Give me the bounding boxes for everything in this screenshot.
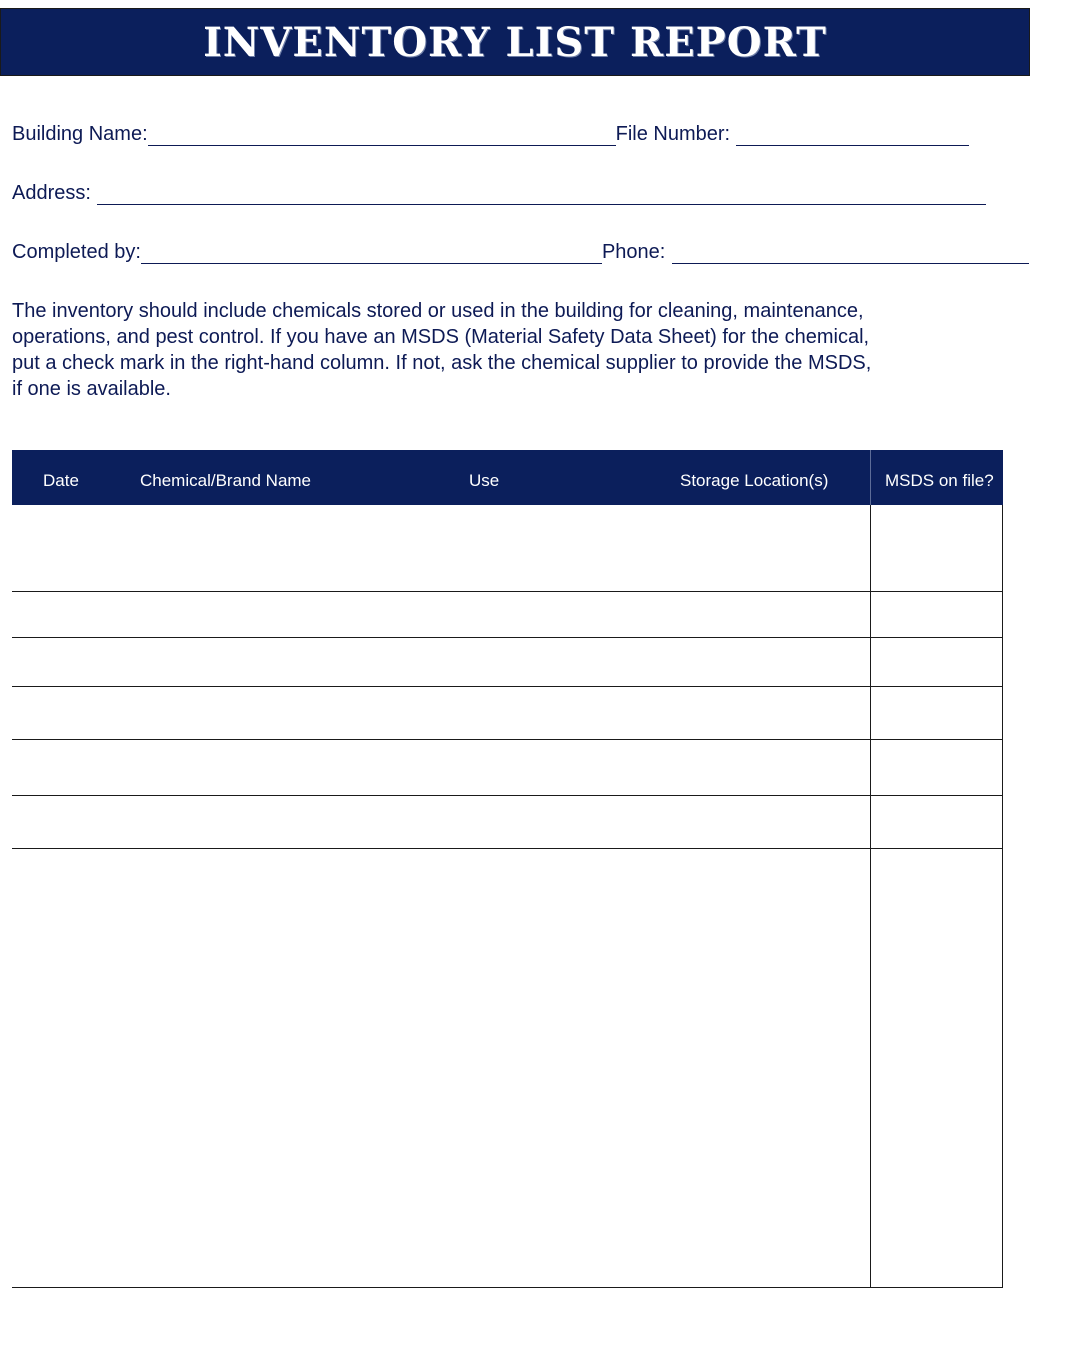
building-name-field[interactable] <box>148 124 616 146</box>
completed-by-label: Completed by: <box>12 241 141 263</box>
column-header-chemical-brand-name: Chemical/Brand Name <box>140 471 312 490</box>
msds-column-divider <box>870 505 871 1288</box>
table-row[interactable] <box>12 505 1003 591</box>
building-file-row <box>12 120 969 146</box>
inventory-table <box>12 450 1003 1288</box>
address-label: Address: <box>12 182 91 204</box>
address-field[interactable] <box>97 183 986 205</box>
title-banner <box>0 8 1030 76</box>
address-row <box>12 179 986 205</box>
table-row[interactable] <box>12 638 1003 686</box>
page-title: INVENTORY LIST REPORT <box>203 18 827 66</box>
completed-by-field[interactable] <box>141 242 602 264</box>
column-header-msds-on-file: MSDS on file? <box>885 471 994 490</box>
table-row[interactable] <box>12 687 1003 739</box>
phone-field[interactable] <box>672 242 1029 264</box>
table-right-border <box>1002 505 1003 1288</box>
table-row[interactable] <box>12 849 1003 1287</box>
file-number-label: File Number: <box>615 123 731 145</box>
phone-label: Phone: <box>601 241 666 263</box>
table-header <box>12 450 1003 505</box>
completed-phone-row <box>12 238 1029 264</box>
column-header-use: Use <box>469 471 500 490</box>
column-header-date: Date <box>43 471 79 490</box>
table-row[interactable] <box>12 592 1003 637</box>
column-header-storage-location: Storage Location(s) <box>680 471 829 490</box>
table-row[interactable] <box>12 740 1003 795</box>
table-bottom-border <box>12 1287 1003 1288</box>
header-divider <box>870 450 871 505</box>
file-number-field[interactable] <box>736 124 969 146</box>
building-name-label: Building Name: <box>12 123 148 145</box>
table-row[interactable] <box>12 796 1003 848</box>
instructions-text: The inventory should include chemicals stored or used in the building for cleaning, maintenance, operations, and pest control. If you have an MSDS (Material Safety Data Sheet) for the chemical, put a check mark in the right-hand column. If not, ask the chemical supplier to provide the MSDS, if one is available. <box>12 300 872 400</box>
